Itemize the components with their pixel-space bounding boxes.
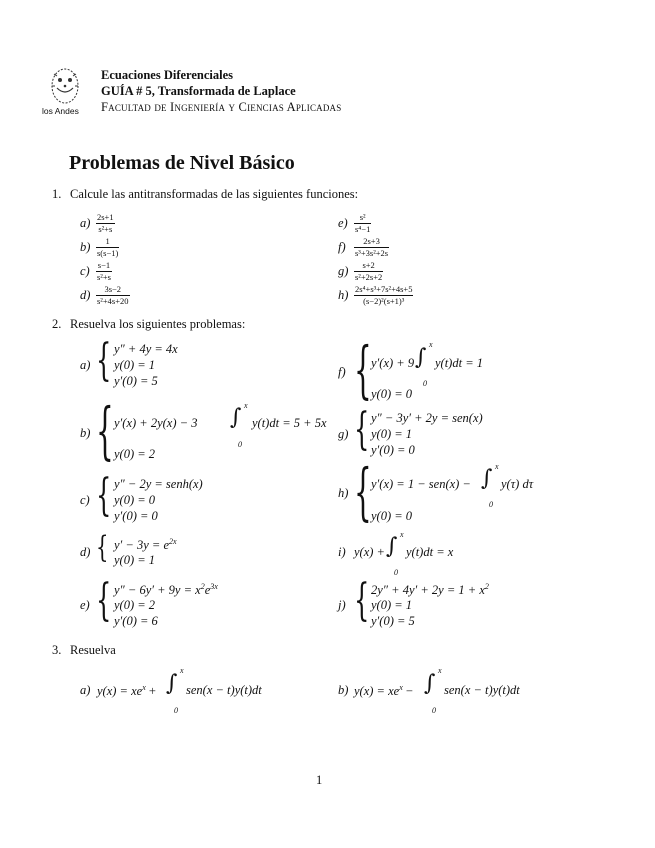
q2-label-g: g) xyxy=(338,427,349,441)
q2-brace-d: { xyxy=(96,530,109,565)
q3-number: 3. xyxy=(52,643,62,657)
q1-label-e: e) xyxy=(338,216,348,230)
q2-h-upper-limit: x xyxy=(495,462,499,471)
q2-b-lower-limit: 0 xyxy=(238,440,242,449)
q2-g-line3: y′(0) = 0 xyxy=(371,443,415,457)
q1-label-b: b) xyxy=(80,240,91,254)
q2-label-d: d) xyxy=(80,545,91,559)
q3-label-a: a) xyxy=(80,683,91,697)
q2-label-c: c) xyxy=(80,493,90,507)
q2-brace-e: { xyxy=(96,575,112,626)
q2-g-line2: y(0) = 1 xyxy=(371,427,413,441)
q1-label-h: h) xyxy=(338,288,349,302)
q3-a-upper-limit: x xyxy=(180,666,184,675)
q1-label-f: f) xyxy=(338,240,346,254)
q3-b-integral-icon: ∫ xyxy=(424,671,436,696)
q3-a-integral-icon: ∫ xyxy=(166,671,178,696)
page-number: 1 xyxy=(316,773,323,787)
q1-fraction-c: s−1 s²+s xyxy=(97,260,111,282)
q3-b-upper-limit: x xyxy=(438,666,442,675)
q3-a-rhs: sen(x − t)y(t)dt xyxy=(186,683,262,697)
q2-a-line2: y(0) = 1 xyxy=(114,358,156,372)
q2-h-integral-icon: ∫ xyxy=(481,466,493,491)
q2-c-line3: y′(0) = 0 xyxy=(114,509,158,523)
q2-number: 2. xyxy=(52,317,62,331)
logo-text: los Andes xyxy=(42,106,79,116)
q2-g-line1: y″ − 3y′ + 2y = sen(x) xyxy=(371,411,483,425)
q2-label-b: b) xyxy=(80,426,91,440)
q1-fraction-g: s+2 s²+2s+2 xyxy=(355,260,383,282)
q1-fraction-a: 2s+1 s²+s xyxy=(97,212,114,234)
q2-j-line1: $2y'' + 4y' + 2y = 1 + x^2$ xyxy=(371,582,489,598)
q1-number: 1. xyxy=(52,187,62,201)
q1-label-c: c) xyxy=(80,264,90,278)
q2-b-line2: y(0) = 2 xyxy=(114,447,156,461)
q2-h-lower-limit: 0 xyxy=(489,500,493,509)
q2-b-line1a: y′(x) + 2y(x) − 3 xyxy=(114,416,198,430)
course-title: Ecuaciones Diferenciales xyxy=(101,68,234,82)
q2-h-line1a: y′(x) = 1 − sen(x) − xyxy=(371,477,471,491)
q2-h-line1b: y(τ) dτ xyxy=(501,477,534,491)
q2-i-integral-icon: ∫ xyxy=(386,534,398,559)
q2-f-line1a: y′(x) + 9 xyxy=(371,356,415,370)
q2-f-integral-icon: ∫ xyxy=(415,345,427,370)
q3-text: Resuelva xyxy=(70,643,116,657)
q1-text: Calcule las antitransformadas de las siguientes funciones: xyxy=(70,187,359,201)
q1-fraction-d: 3s−2 s²+4s+20 xyxy=(97,284,129,306)
q2-brace-c: { xyxy=(96,470,112,521)
q2-label-f: f) xyxy=(338,365,346,379)
q2-c-line2: y(0) = 0 xyxy=(114,493,156,507)
q1-fraction-e: s² s⁴−1 xyxy=(355,212,371,234)
q3-label-b: b) xyxy=(338,683,349,697)
q3-a-lower-limit: 0 xyxy=(174,706,178,715)
q2-brace-f: { xyxy=(354,333,372,406)
q2-brace-b: { xyxy=(96,394,114,467)
q2-a-line3: y′(0) = 5 xyxy=(114,374,158,388)
q2-j-line3: y′(0) = 5 xyxy=(371,614,415,628)
q2-c-line1: y″ − 2y = senh(x) xyxy=(114,477,203,491)
q1-fraction-b: 1 s(s−1) xyxy=(97,236,119,258)
faculty-name: Facultad de Ingeniería y Ciencias Aplicadas xyxy=(101,100,342,114)
q2-brace-j: { xyxy=(354,575,370,626)
q2-e-line3: y′(0) = 6 xyxy=(114,614,158,628)
q2-i-line1b: y(t)dt = x xyxy=(406,545,454,559)
q2-b-integral-icon: ∫ xyxy=(230,405,242,430)
q3-b-rhs: sen(x − t)y(t)dt xyxy=(444,683,520,697)
q2-label-h: h) xyxy=(338,486,349,500)
q2-f-line1b: y(t)dt = 1 xyxy=(435,356,484,370)
q2-label-i: i) xyxy=(338,545,346,559)
guide-title: GUÍA # 5, Transformada de Laplace xyxy=(101,84,296,98)
q3-a-lhs: $y(x) = xe^x$ + xyxy=(97,683,156,699)
q2-brace-a: { xyxy=(96,335,112,386)
q3-b-lhs: $y(x) = xe^x$ − xyxy=(354,683,413,699)
q2-b-line1b: y(t)dt = 5 + 5x xyxy=(252,416,327,430)
q2-text: Resuelva los siguientes problemas: xyxy=(70,317,246,331)
q2-label-j: j) xyxy=(338,598,346,612)
q2-i-upper-limit: x xyxy=(400,530,404,539)
q1-label-a: a) xyxy=(80,216,91,230)
q2-a-line1: y″ + 4y = 4x xyxy=(114,342,178,356)
q2-f-upper-limit: x xyxy=(429,340,433,349)
q2-f-lower-limit: 0 xyxy=(423,379,427,388)
university-logo xyxy=(44,66,86,118)
q1-label-g: g) xyxy=(338,264,349,278)
q3-b-lower-limit: 0 xyxy=(432,706,436,715)
q2-e-line1: $y'' - 6y' + 9y = x^2e^{3x}$ xyxy=(114,582,218,598)
q2-d-line2: y(0) = 1 xyxy=(114,553,156,567)
q2-e-line2: y(0) = 2 xyxy=(114,598,156,612)
q2-b-upper-limit: x xyxy=(244,401,248,410)
q2-f-line2: y(0) = 0 xyxy=(371,387,413,401)
q2-brace-h: { xyxy=(354,455,372,528)
q2-brace-g: { xyxy=(354,404,370,455)
q2-h-line2: y(0) = 0 xyxy=(371,509,413,523)
q1-fraction-h: 2s⁴+s³+7s²+4s+5 (s−2)²(s+1)³ xyxy=(355,284,413,306)
q2-i-lower-limit: 0 xyxy=(394,568,398,577)
q1-fraction-f: 2s+3 s³+3s²+2s xyxy=(355,236,389,258)
q2-d-line1: $y' - 3y = e^{2x}$ xyxy=(114,537,177,553)
q2-j-line2: y(0) = 1 xyxy=(371,598,413,612)
q2-label-a: a) xyxy=(80,358,91,372)
section-title: Problemas de Nivel Básico xyxy=(69,152,295,174)
q2-label-e: e) xyxy=(80,598,90,612)
q2-i-line1a: y(x) + xyxy=(354,545,385,559)
q1-label-d: d) xyxy=(80,288,91,302)
